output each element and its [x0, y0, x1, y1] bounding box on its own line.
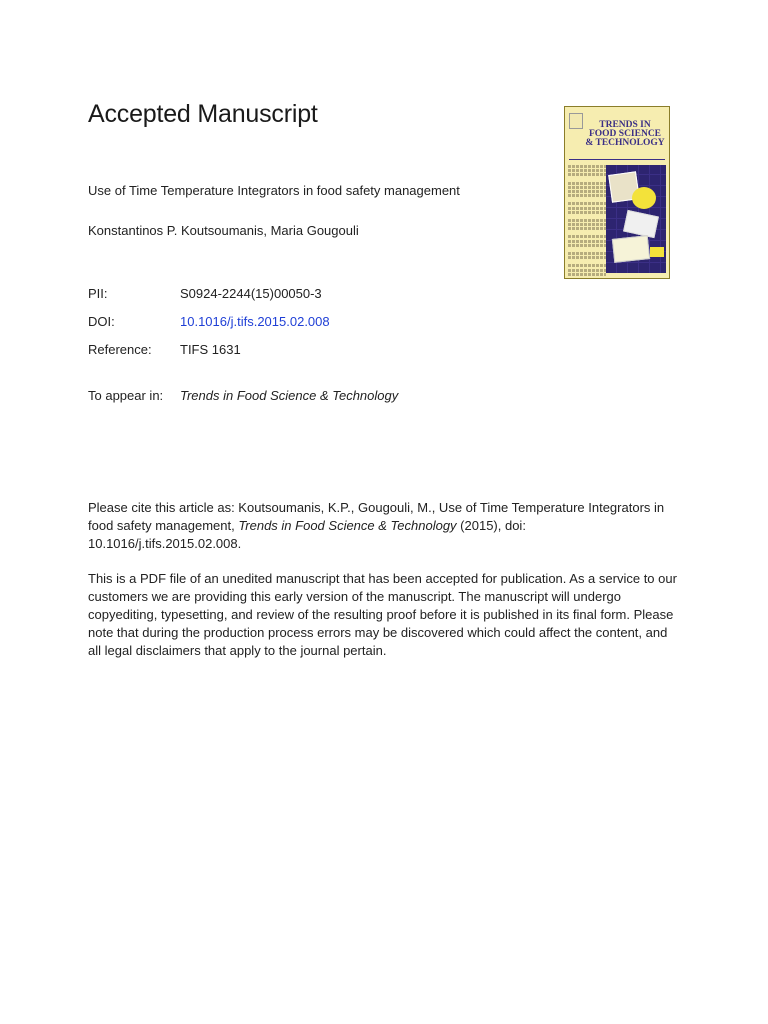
doi-link[interactable]: 10.1016/j.tifs.2015.02.008	[180, 314, 330, 329]
doi-row	[88, 314, 330, 329]
citation-prefix: Please cite this article as: Koutsoumanis, K.P., Gougouli, M., Use of Time Temperature Integrators in food safety management,	[88, 500, 665, 533]
journal-cover-image	[564, 106, 670, 279]
doi-label: DOI:	[88, 314, 115, 329]
pii-label: PII:	[88, 286, 108, 301]
reference-label: Reference:	[88, 342, 152, 357]
journal-name: Trends in Food Science & Technology	[180, 388, 399, 403]
cover-photo	[650, 247, 664, 257]
article-title: Use of Time Temperature Integrators in food safety management	[88, 183, 460, 198]
page-heading: Accepted Manuscript	[88, 100, 318, 128]
to-appear-row	[88, 388, 398, 403]
elsevier-logo-icon	[569, 113, 583, 129]
cover-title-line: TRENDS IN	[599, 120, 651, 130]
pii-row	[88, 286, 322, 301]
cover-title-line: & TECHNOLOGY	[585, 138, 665, 148]
authors: Konstantinos P. Koutsoumanis, Maria Gougouli	[88, 223, 359, 238]
citation-journal: Trends in Food Science & Technology	[238, 518, 457, 533]
cover-contents-list	[568, 165, 606, 277]
reference-value: TIFS 1631	[180, 342, 241, 357]
cover-photo	[632, 187, 656, 209]
pii-value: S0924-2244(15)00050-3	[180, 286, 322, 301]
cover-title	[582, 121, 668, 148]
manuscript-notice: This is a PDF file of an unedited manuscript that has been accepted for publication. As a service to our customers we are providing this early version of the manuscript. The manuscript will undergo copyediting, typesetting, and review of the resulting proof before it is published in its final form. Please note that during the production process errors may be discovered which could affect the content, and all legal disclaimers that apply to the journal pertain.	[88, 571, 677, 658]
to-appear-label: To appear in:	[88, 388, 164, 403]
citation-suffix: (2015), doi: 10.1016/j.tifs.2015.02.008.	[88, 518, 526, 551]
cover-rule	[569, 159, 665, 160]
reference-row	[88, 342, 241, 357]
citation-paragraph	[88, 499, 678, 553]
cover-photo	[612, 235, 650, 263]
cover-title-line: FOOD SCIENCE	[588, 129, 662, 139]
